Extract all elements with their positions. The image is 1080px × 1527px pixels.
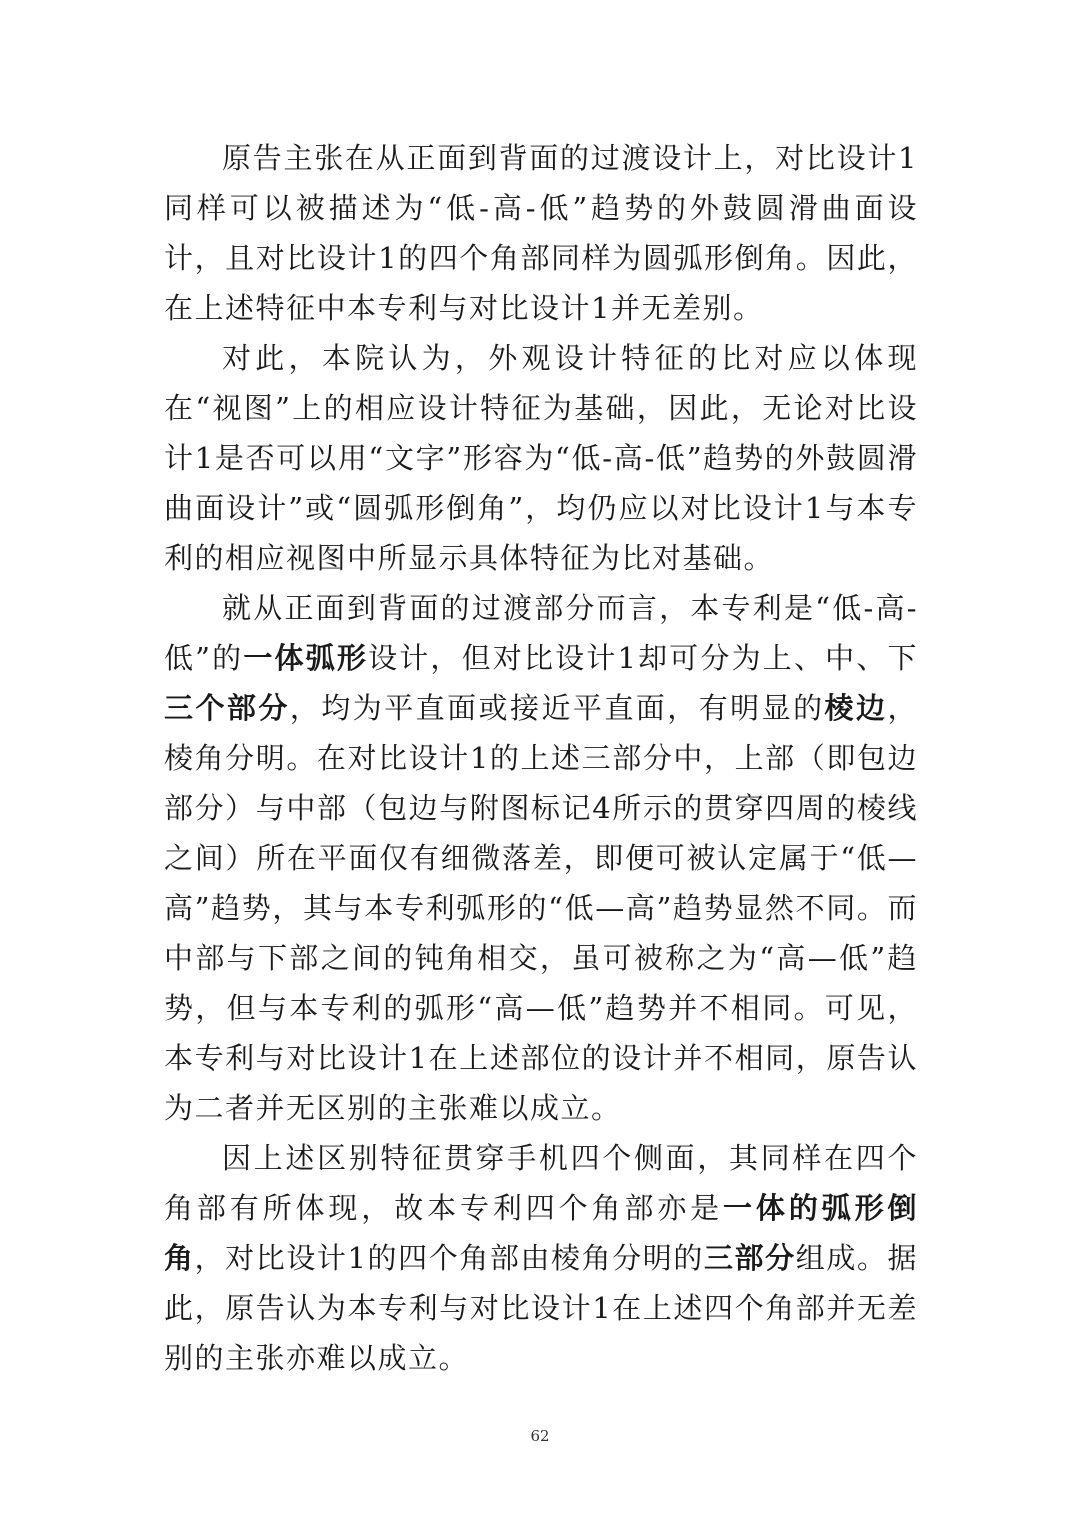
emphasis-integrated-arc: 一体弧形 <box>243 641 369 675</box>
emphasis-three-parts: 三个部分 <box>164 691 290 725</box>
emphasis-integrated-arc-chamfer: 一体的弧形倒角 <box>164 1191 918 1275</box>
paragraph-2-text: 对此，本院认为，外观设计特征的比对应以体现在“视图”上的相应设计特征为基础，因此，无论对比设计1是否可以用“文字”形容为“低-高-低”趋势的外鼓圆滑曲面设计”或“圆弧形倒角”，均仍应以对比设计1与本专利的相应视图中所显示具体特征为比对基础。 <box>164 341 918 575</box>
paragraph-4-segment-5: 组成。据此，原告认为本专利与对比设计1在上述四个角部并无差别的主张亦难以成立。 <box>164 1241 918 1375</box>
paragraph-1 <box>164 133 918 333</box>
paragraph-3-segment-7: ，棱角分明。在对比设计1的上述三部分中，上部（即包边部分）与中部（包边与附图标记4所示的贯穿四周的棱线之间）所在平面仅有细微落差，即便可被认定属于“低—高”趋势，其与本专利弧形的“低—高”趋势显然不同。而中部与下部之间的钝角相交，虽可被称之为“高—低”趋势，但与本专利的弧形“高—低”趋势并不相同。可见，本专利与对比设计1在上述部位的设计并不相同，原告认为二者并无区别的主张难以成立。 <box>164 691 918 1125</box>
emphasis-edge: 棱边 <box>824 691 888 725</box>
paragraph-1-text: 原告主张在从正面到背面的过渡设计上，对比设计1同样可以被描述为“低-高-低”趋势的外鼓圆滑曲面设计，且对比设计1的四个角部同样为圆弧形倒角。因此，在上述特征中本专利与对比设计1并无差别。 <box>164 141 918 325</box>
paragraph-3-segment-5: ，均为平直面或接近平直面，有明显的 <box>289 691 825 725</box>
paragraph-2 <box>164 333 918 583</box>
paragraph-3-segment-1: 就从正面到背面的过渡部分而言，本专利是“低-高-低”的 <box>164 591 918 675</box>
paragraph-4-segment-3: ，对比设计1的四个角部由棱角分明的 <box>194 1241 704 1275</box>
emphasis-three-sections: 三部分 <box>703 1241 796 1275</box>
paragraph-4 <box>164 1133 918 1383</box>
paragraph-3-segment-3: 设计，但对比设计1却可分为上、中、下 <box>368 641 918 675</box>
page-number: 62 <box>530 1427 550 1445</box>
paragraph-4-segment-1: 因上述区别特征贯穿手机四个侧面，其同样在四个角部有所体现，故本专利四个角部亦是 <box>164 1141 918 1225</box>
document-body <box>164 133 918 1383</box>
paragraph-3 <box>164 583 918 1133</box>
